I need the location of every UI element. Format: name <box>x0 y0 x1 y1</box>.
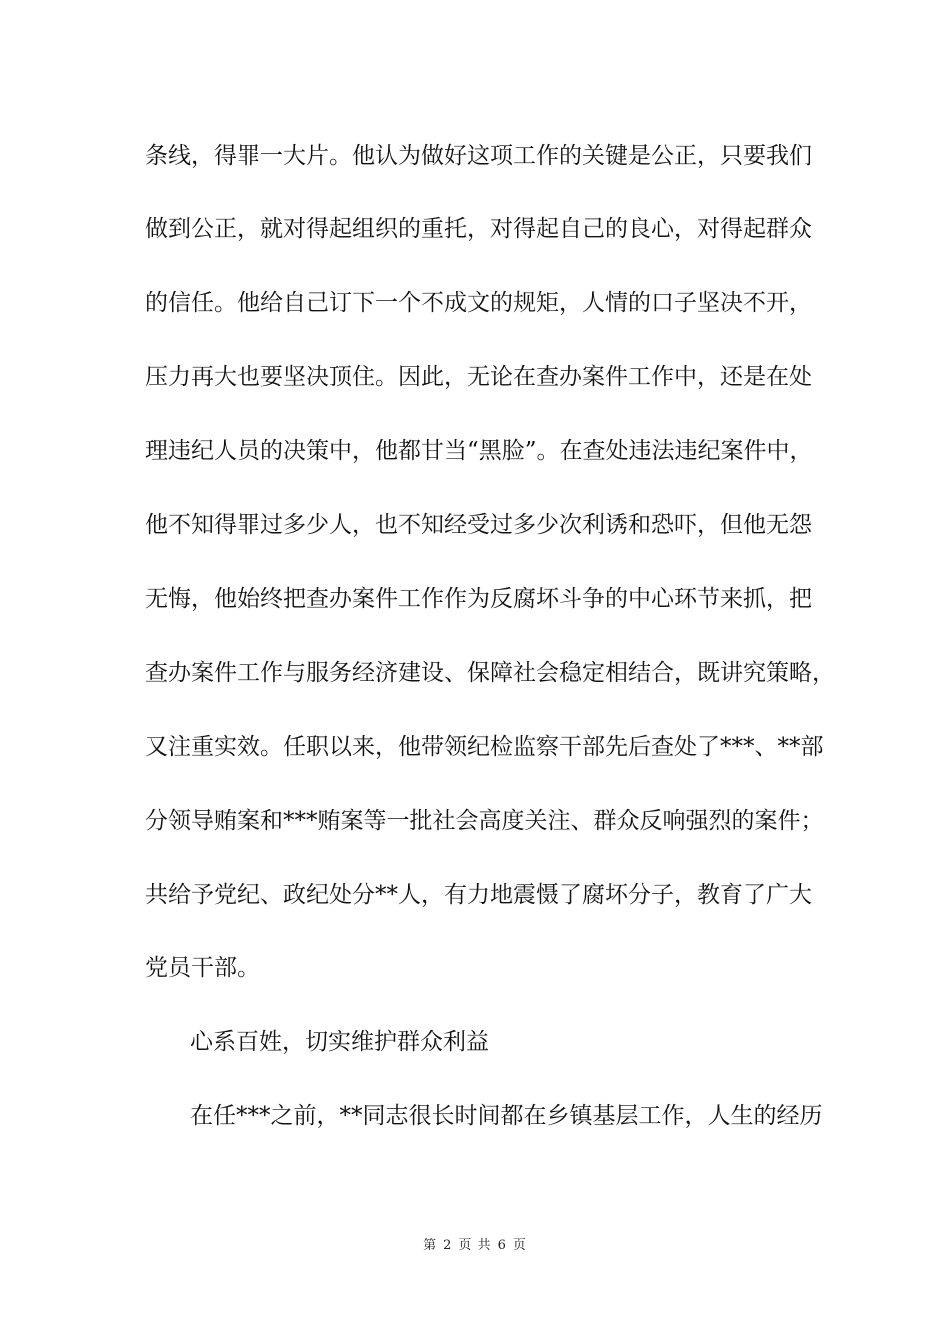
body-line-1: 条线，得罪一大片。他认为做好这项工作的关键是公正，只要我们 <box>145 143 812 169</box>
footer-prefix: 第 <box>423 1238 438 1253</box>
page-footer <box>0 1237 950 1255</box>
footer-page-number: 2 <box>443 1238 453 1253</box>
body-line-7: 无悔，他始终把查办案件工作作为反腐坏斗争的中心环节来抓，把 <box>145 586 812 612</box>
footer-total-pages: 6 <box>497 1238 507 1253</box>
body-line-8: 查办案件工作与服务经济建设、保障社会稳定相结合，既讲究策略， <box>145 660 835 686</box>
section-heading: 心系百姓，切实维护群众利益 <box>190 1029 489 1055</box>
body-line-2: 做到公正，就对得起组织的重托，对得起自己的良心，对得起群众 <box>145 216 812 242</box>
body-line-6: 他不知得罪过多少人，也不知经受过多少次利诱和恐吓，但他无怨 <box>145 512 812 538</box>
body-line-9: 又注重实效。任职以来，他带领纪检监察干部先后查处了***、**部 <box>145 734 824 760</box>
paragraph-start: 在任***之前，**同志很长时间都在乡镇基层工作，人生的经历 <box>190 1103 823 1129</box>
body-line-12: 党员干部。 <box>145 955 260 981</box>
body-line-4: 压力再大也要坚决顶住。因此，无论在查办案件工作中，还是在处 <box>145 364 812 390</box>
body-line-5: 理违纪人员的决策中，他都甘当“黑脸”。在查处违法违纪案件中， <box>145 438 813 464</box>
body-line-10: 分领导贿案和***贿案等一批社会高度关注、群众反响强烈的案件； <box>145 808 824 834</box>
footer-suffix: 页 <box>512 1238 527 1253</box>
footer-middle: 页 共 <box>458 1238 492 1253</box>
body-line-3: 的信任。他给自己订下一个不成文的规矩，人情的口子坚决不开， <box>145 290 812 316</box>
body-line-11: 共给予党纪、政纪处分**人，有力地震慑了腐坏分子，教育了广大 <box>145 882 812 908</box>
